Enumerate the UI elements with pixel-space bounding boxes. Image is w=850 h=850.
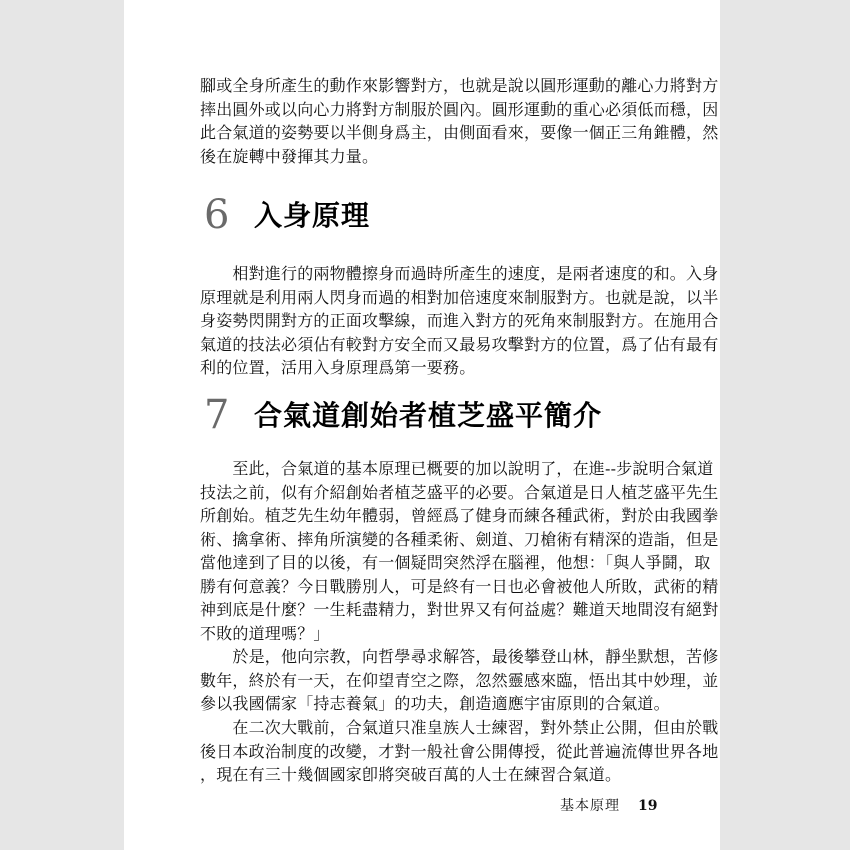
text-line: 利的位置，活用入身原理爲第一要務。 bbox=[200, 358, 476, 377]
text-line: 勝有何意義？今日戰勝別人，可是終有一日也必會被他人所敗，武術的精 bbox=[200, 576, 719, 596]
section-7-paragraph-2 bbox=[200, 645, 719, 716]
text-line: 不敗的道理嗎？」 bbox=[200, 623, 330, 643]
intro-paragraph bbox=[200, 74, 719, 168]
section-number: 6 bbox=[204, 192, 230, 238]
text-line: 身姿勢閃開對方的正面攻擊線，而進入對方的死角來制服對方。在施用合 bbox=[200, 311, 719, 330]
text-line: 後在旋轉中發揮其力量。 bbox=[200, 146, 379, 166]
text-line: 摔出圓外或以向心力將對方制服於圓內。圓形運動的重心必須低而穩，因 bbox=[200, 99, 719, 119]
text-line: 術、擒拿術、摔角所演變的各種柔術、劍道、刀槍術有精深的造詣，但是 bbox=[200, 529, 719, 549]
text-line: 原理就是利用兩人閃身而過的相對加倍速度來制服對方。也就是說，以半 bbox=[200, 287, 719, 307]
text-line: 氣道的技法必須佔有較對方安全而又最易攻擊對方的位置，爲了佔有最有 bbox=[200, 334, 719, 354]
text-line: 至此，合氣道的基本原理已概要的加以說明了，在進--步說明合氣道 bbox=[200, 459, 714, 478]
text-line: 數年，終於有一天，在仰望青空之際，忽然靈感來臨，悟出其中妙理，並 bbox=[200, 670, 719, 690]
text-line: 腳或全身所產生的動作來影響對方，也就是說以圓形運動的離心力將對方 bbox=[200, 76, 719, 95]
section-7-paragraph-3 bbox=[200, 716, 719, 787]
page-number: 19 bbox=[638, 798, 658, 814]
text-line: 參以我國儒家「持志養氣」的功夫，創造適應宇宙原則的合氣道。 bbox=[200, 694, 670, 713]
section-number: 7 bbox=[204, 392, 230, 438]
running-footer-label: 基本原理 bbox=[560, 798, 620, 814]
text-line: ，現在有三十幾個國家卽將突破百萬的人士在練習合氣道。 bbox=[200, 765, 622, 784]
text-line: 此合氣道的姿勢要以半側身爲主，由側面看來，要像一個正三角錐體，然 bbox=[200, 123, 719, 142]
text-line: 技法之前，似有介紹創始者植芝盛平的必要。合氣道是日人植芝盛平先生 bbox=[200, 482, 719, 502]
page-footer bbox=[560, 794, 660, 818]
text-line: 於是，他向宗教，向哲學尋求解答，最後攀登山林，靜坐默想，苦修 bbox=[200, 647, 719, 666]
text-line: 所創始。植芝先生幼年體弱，曾經爲了健身而練各種武術，對於由我國拳 bbox=[200, 506, 719, 525]
text-line: 後日本政治制度的改變，才對一般社會公開傳授，從此普遍流傳世界各地 bbox=[200, 741, 719, 761]
section-title: 合氣道創始者植芝盛平簡介 bbox=[254, 399, 603, 432]
section-title: 入身原理 bbox=[254, 199, 371, 232]
text-line: 當他達到了目的以後，有一個疑問突然浮在腦裡，他想：「與人爭鬪，取 bbox=[200, 553, 711, 572]
text-line: 神到底是什麼？一生耗盡精力，對世界又有何益處？難道天地間沒有絕對 bbox=[200, 600, 719, 619]
section-7-paragraph-1 bbox=[200, 457, 719, 645]
section-6-paragraph bbox=[200, 262, 719, 380]
text-line: 相對進行的兩物體擦身而過時所產生的速度，是兩者速度的和。入身 bbox=[200, 264, 719, 283]
text-line: 在二次大戰前，合氣道只准皇族人士練習，對外禁止公開，但由於戰 bbox=[200, 718, 719, 737]
